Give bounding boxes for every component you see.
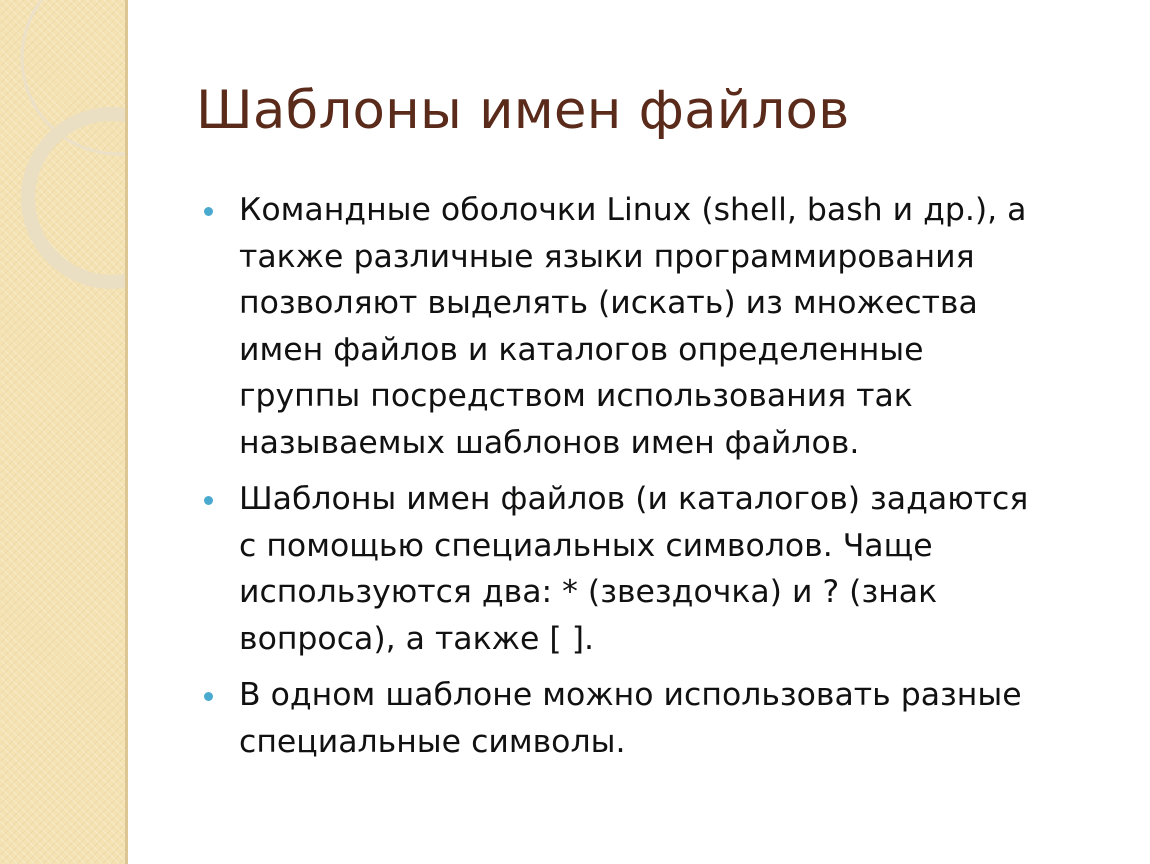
bullet-2-line-2: с помощью специальных символов. Чаще	[239, 527, 933, 564]
bullet-2-line-4: вопроса), а также [ ].	[239, 620, 595, 657]
decorative-ring-top	[22, 0, 128, 154]
side-divider-line	[125, 0, 128, 864]
bullet-list	[204, 187, 1120, 775]
bullet-2-line-3: используются два: * (звездочка) и ? (знак	[239, 574, 938, 610]
bullet-item-2	[204, 476, 1120, 662]
bullet-2-line-1: Шаблоны имен файлов (и каталогов) задаются	[239, 481, 1029, 517]
decorative-side-band	[0, 0, 128, 864]
bullet-dot-icon	[204, 692, 213, 701]
bullet-item-3	[204, 672, 1120, 765]
slide-title: Шаблоны имен файлов	[196, 80, 850, 141]
decorative-rings	[0, 0, 128, 864]
bullet-1-line-4: имен файлов и каталогов определенные	[239, 331, 924, 368]
bullet-3-line-2: специальные символы.	[239, 723, 626, 760]
bullet-1-line-1: Командные оболочки Linux (shell, bash и др.), а	[239, 192, 1027, 228]
decorative-ring-middle	[28, 114, 128, 282]
bullet-item-1	[204, 187, 1120, 466]
bullet-dot-icon	[204, 496, 213, 505]
bullet-1-line-3: позволяют выделять (искать) из множества	[239, 285, 978, 321]
bullet-1-line-2: также различные языки программирования	[239, 238, 975, 275]
bullet-1-line-6: называемых шаблонов имен файлов.	[239, 424, 860, 461]
bullet-dot-icon	[204, 207, 213, 216]
bullet-1-line-5: группы посредством использования так	[239, 378, 913, 414]
bullet-3-line-1: В одном шаблоне можно использовать разные	[239, 677, 1022, 713]
